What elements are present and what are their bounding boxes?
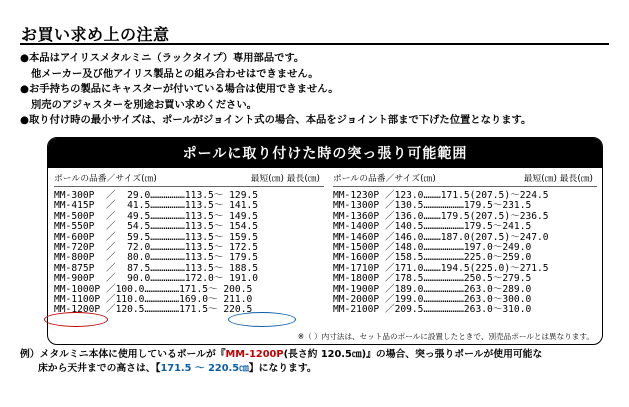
example-line2-suffix: 】になります。 <box>248 363 317 374</box>
table-row: MM-1360P ／136.0………179.5(207.5)～236.5 <box>333 210 549 222</box>
table-row: MM-1400P ／140.5…………………179.5～241.5 <box>333 221 532 233</box>
example-line-1 <box>20 348 542 362</box>
table-row: MM-720P ／ 72.0………………113.5～ 172.5 <box>54 241 259 253</box>
table-row: MM-1710P ／171.0………194.5(225.0)～271.5 <box>333 262 549 274</box>
table-row: MM-2000P ／199.0…………………263.0～300.0 <box>333 293 532 305</box>
table-column-left <box>54 172 324 316</box>
example-note <box>20 348 542 376</box>
title-underline <box>20 43 609 45</box>
table-row: MM-500P ／ 49.5………………113.5～ 149.5 <box>54 210 259 222</box>
note-item: 他メーカー及び他アイリス製品との組み合わせはできません。 <box>31 67 319 80</box>
example-prefix: 例）メタルミニ本体に使用しているポールが『 <box>20 349 226 360</box>
example-line2-prefix: 床から天井までの高さは、【 <box>38 363 161 374</box>
table-row: MM-1900P ／189.0…………………263.0～289.0 <box>333 283 532 295</box>
table-row: MM-1230P ／123.0………171.5(207.5)～224.5 <box>333 190 549 201</box>
table-row: MM-1200P ／120.5………………171.5～ 220.5 <box>54 304 253 316</box>
note-item: 別売のアジャスターを別途お買い求めください。 <box>31 98 257 111</box>
table-row: MM-415P ／ 41.5………………113.5～ 141.5 <box>54 200 259 212</box>
highlight-ellipse-range <box>228 312 296 327</box>
table-footnote: ※（ ）内寸法は、セット品のポールに設置したときで、別売品ポールとは異なります。 <box>297 332 594 341</box>
column-header-model: ポールの品番／サイズ(㎝) <box>333 174 436 184</box>
column-header <box>54 172 324 187</box>
table-row: MM-900P ／ 90.0………………172.0～ 191.0 <box>54 273 259 285</box>
table-row: MM-550P ／ 54.5………………113.5～ 154.5 <box>54 221 259 233</box>
column-header-range: 最短(㎝) 最長(㎝) <box>523 174 593 184</box>
panel-header: ポールに取り付けた時の突っ張り可能範囲 <box>48 138 602 168</box>
column-header-model: ポールの品番／サイズ(㎝) <box>54 174 157 184</box>
table-row: MM-1500P ／148.0…………………197.0～249.0 <box>333 241 532 253</box>
table-row: MM-2100P ／209.5…………………263.0～310.0 <box>333 304 532 316</box>
column-header <box>333 172 597 187</box>
example-range: 171.5 ～ 220.5㎝ <box>160 363 249 374</box>
note-item: ●本品はアイリスメタルミニ（ラックタイプ）専用部品です。 <box>20 52 305 64</box>
table-row: MM-875P ／ 87.5………………113.5～ 188.5 <box>54 262 259 274</box>
notes-list <box>20 51 531 129</box>
table-row: MM-300P ／ 29.0………………113.5～ 129.5 <box>54 190 259 201</box>
note-item: ●お手持ちの製品にキャスターが付いている場合は使用できません。 <box>20 83 339 96</box>
table-row: MM-1460P ／146.0………187.0(207.5)～247.0 <box>333 231 549 243</box>
table-column-right <box>333 172 597 316</box>
column-header-range: 最短(㎝) 最長(㎝) <box>250 174 320 184</box>
highlight-ellipse-model <box>44 312 108 327</box>
table-row: MM-1300P ／130.5…………………179.5～231.5 <box>333 200 532 212</box>
table-row: MM-1800P ／178.5…………………250.5～279.5 <box>333 273 532 285</box>
example-pole-model: MM-1200P <box>225 349 284 360</box>
table-row: MM-800P ／ 80.0………………113.5～ 179.5 <box>54 252 259 264</box>
range-table-panel <box>47 137 603 345</box>
page-title: お買い求め上の注意 <box>21 25 170 44</box>
table-rows-right <box>333 191 597 316</box>
example-mid: (長さ約 120.5㎝)』の場合、突っ張りポールが使用可能な <box>283 349 543 360</box>
table-row: MM-1000P ／100.0………………171.5～ 200.5 <box>54 283 253 295</box>
table-row: MM-1100P ／110.0………………169.0～ 211.0 <box>54 293 253 305</box>
table-row: MM-600P ／ 59.5………………113.5～ 159.5 <box>54 231 259 243</box>
note-item: ●取り付け時の最小サイズは、ポールがジョイント式の場合、本品をジョイント部まで下げた位置となります。 <box>20 114 532 127</box>
example-line-2 <box>20 362 542 376</box>
table-row: MM-1600P ／158.5…………………225.0～259.0 <box>333 252 532 264</box>
table-rows-left <box>54 191 324 316</box>
